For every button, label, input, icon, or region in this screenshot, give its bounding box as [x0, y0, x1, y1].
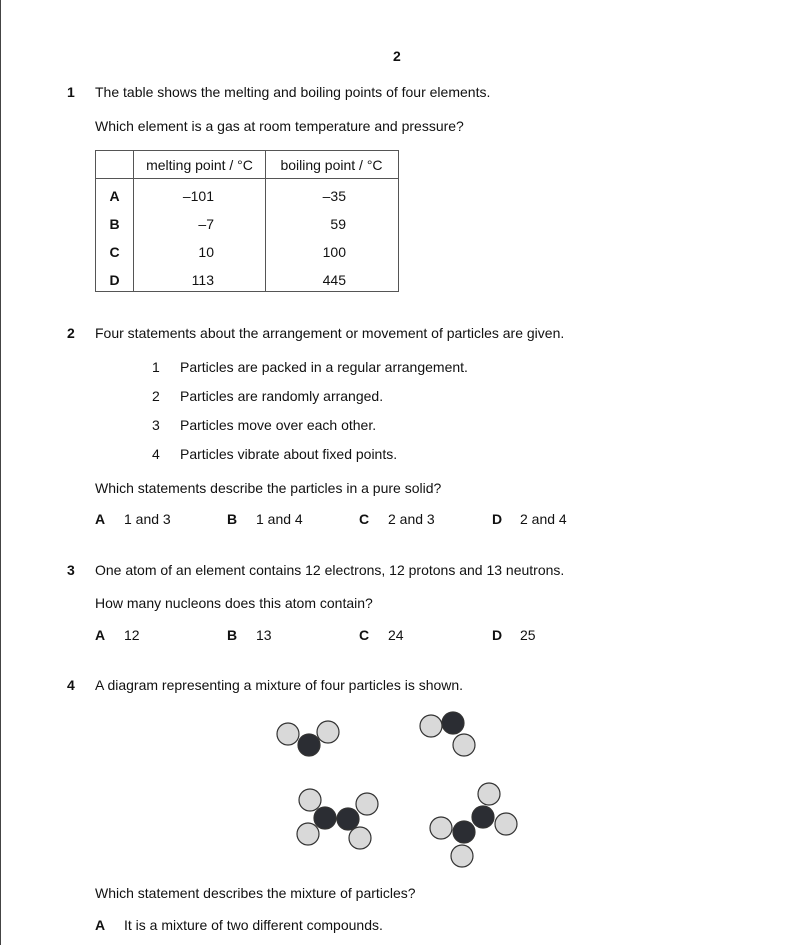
dark-atom: [298, 734, 320, 756]
statement-number: 1: [152, 359, 160, 375]
question-4-intro: A diagram representing a mixture of four particles is shown.: [95, 677, 464, 693]
statement-text: Particles are randomly arranged.: [180, 388, 384, 404]
table-cell-melting: 113: [191, 272, 214, 288]
option-letter-d: D: [492, 627, 503, 643]
option-text-c[interactable]: 24: [388, 627, 404, 643]
light-atom: [495, 813, 517, 835]
table-cell-melting: –7: [198, 216, 214, 232]
light-atom: [356, 793, 378, 815]
dark-atom: [337, 808, 359, 830]
statement-number: 2: [152, 388, 160, 404]
light-atom: [297, 823, 319, 845]
light-atom: [478, 783, 500, 805]
option-letter-a: A: [95, 917, 106, 933]
light-atom: [453, 734, 475, 756]
table-cell-boiling: 100: [322, 244, 346, 260]
table-header-boiling: boiling point / °C: [280, 157, 383, 173]
option-letter-d: D: [492, 511, 503, 527]
option-letter-a: A: [95, 511, 106, 527]
question-3-prompt: How many nucleons does this atom contain?: [95, 595, 373, 611]
option-letter-c: C: [359, 627, 370, 643]
question-3-intro: One atom of an element contains 12 electrons, 12 protons and 13 neutrons.: [95, 562, 565, 578]
option-text-b[interactable]: 13: [256, 627, 272, 643]
option-text-d[interactable]: 2 and 4: [520, 511, 567, 527]
dark-atom: [442, 712, 464, 734]
statement-text: Particles are packed in a regular arrangement.: [180, 359, 468, 375]
option-text-a[interactable]: 12: [124, 627, 140, 643]
option-text-b[interactable]: 1 and 4: [256, 511, 303, 527]
option-text-c[interactable]: 2 and 3: [388, 511, 435, 527]
particle-4-molecule: [430, 783, 517, 867]
light-atom: [420, 715, 442, 737]
option-text-a[interactable]: 1 and 3: [124, 511, 171, 527]
table-row-label: D: [109, 272, 120, 288]
dark-atom: [472, 806, 494, 828]
table-header-melting: melting point / °C: [146, 157, 253, 173]
light-atom: [299, 789, 321, 811]
question-4-prompt: Which statement describes the mixture of particles?: [95, 885, 416, 901]
option-letter-a: A: [95, 627, 106, 643]
question-2-intro: Four statements about the arrangement or movement of particles are given.: [95, 325, 565, 341]
option-letter-b: B: [227, 511, 238, 527]
dark-atom: [314, 807, 336, 829]
light-atom: [430, 817, 452, 839]
table-row-label: C: [109, 244, 120, 260]
table-cell-boiling: 59: [330, 216, 346, 232]
table-cell-melting: 10: [198, 244, 214, 260]
light-atom: [317, 721, 339, 743]
question-3-number: 3: [67, 562, 75, 578]
question-2-number: 2: [67, 325, 75, 341]
option-letter-c: C: [359, 511, 370, 527]
table-cell-boiling: –35: [322, 188, 346, 204]
table-cell-melting: –101: [182, 188, 214, 204]
statement-number: 3: [152, 417, 160, 433]
particle-2-molecule: [420, 712, 475, 756]
table-cell-boiling: 445: [322, 272, 346, 288]
particle-1-molecule: [277, 721, 339, 756]
option-text-a[interactable]: It is a mixture of two different compounds.: [124, 917, 383, 933]
table-row-label: B: [109, 216, 120, 232]
question-1-number: 1: [67, 84, 75, 100]
question-2-prompt: Which statements describe the particles in a pure solid?: [95, 480, 442, 496]
dark-atom: [453, 821, 475, 843]
option-text-d[interactable]: 25: [520, 627, 536, 643]
option-letter-b: B: [227, 627, 238, 643]
light-atom: [277, 723, 299, 745]
statement-text: Particles vibrate about fixed points.: [180, 446, 398, 462]
question-1-intro: The table shows the melting and boiling points of four elements.: [95, 84, 491, 100]
question-4-number: 4: [67, 677, 75, 693]
particle-3-molecule: [297, 789, 378, 849]
statement-number: 4: [152, 446, 160, 462]
page-number: 2: [393, 48, 401, 64]
question-1-prompt: Which element is a gas at room temperature and pressure?: [95, 118, 464, 134]
statement-text: Particles move over each other.: [180, 417, 377, 433]
light-atom: [349, 827, 371, 849]
light-atom: [451, 845, 473, 867]
table-row-label: A: [109, 188, 120, 204]
